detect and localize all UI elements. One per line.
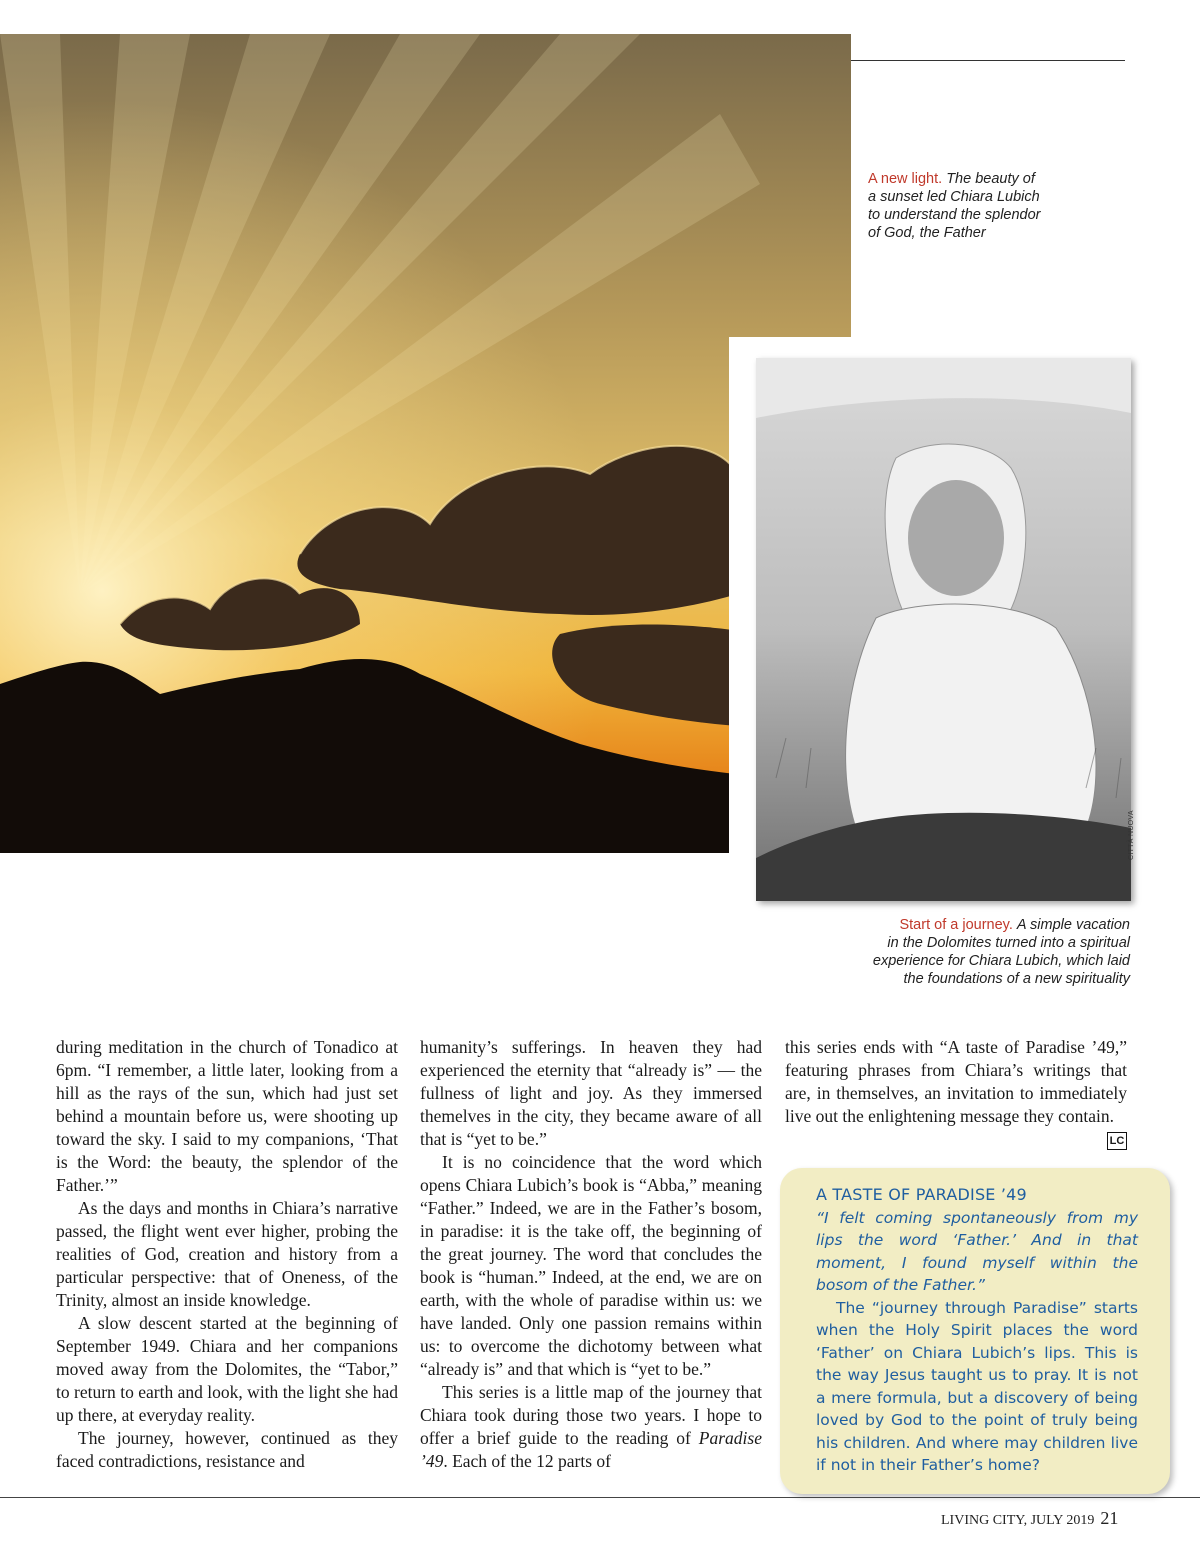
sunset-caption: [868, 170, 1108, 242]
article-paragraph: [420, 1381, 762, 1473]
article-text: this series ends with “A taste of Paradise ’49,” featuring phrases from Chiara’s writings that are, in themselves, an invitation to immediately live out the enlightening message they contain.: [785, 1037, 1127, 1126]
portrait-caption-line-4: the foundations of a new spirituality: [903, 971, 1130, 987]
article-paragraph: It is no coincidence that the word which opens Chiara Lubich’s book is “Abba,” meaning “Father.” Indeed, we are in the Father’s bosom, in paradise: it is the take off, the beginning of the great journey. The word that concludes the book is “human.” Indeed, at the end, we are on earth, with the whole of paradise within us: we have landed. Only one passion remains within us: to overcome the dichotomy between what “already is” and that which is “yet to be.”: [420, 1152, 762, 1379]
sunset-image: [0, 34, 851, 853]
article-text: . Each of the 12 parts of: [443, 1451, 611, 1471]
article-paragraph: during meditation in the church of Tonadico at 6pm. “I remember, a little later, looking from a hill as the rays of the sun, which had just set behind a mountain before us, were shooting up toward the sky. I said to my companions, ‘That is the Word: the beauty, the splendor of the Father.’”: [56, 1037, 398, 1195]
portrait-caption-line-1: A simple vacation: [1016, 917, 1130, 933]
sunset-caption-lead: A new light.: [868, 171, 943, 187]
portrait-photo: [756, 358, 1131, 901]
portrait-caption: [830, 916, 1130, 988]
publication-name: LIVING CITY, JULY 2019: [941, 1513, 1095, 1528]
sidebar-content: [816, 1184, 1138, 1477]
sunset-caption-line-1: The beauty of: [946, 171, 1035, 187]
article-text: This series is a little map of the journey that Chiara took during those two years. I hope to offer a brief guide to the reading of: [420, 1382, 762, 1448]
page-number: 21: [1100, 1508, 1119, 1528]
sidebar-quote: “I felt coming spontaneously from my lips the word ‘Father.’ And in that moment, I found myself within the bosom of the Father.”: [816, 1208, 1138, 1294]
portrait-caption-lead: Start of a journey.: [899, 917, 1013, 933]
sunset-caption-line-2: a sunset led Chiara Lubich: [868, 189, 1040, 205]
top-rule: [851, 60, 1125, 61]
portrait-caption-line-3: experience for Chiara Lubich, which laid: [872, 953, 1130, 969]
sidebar-box: [780, 1168, 1170, 1494]
article-paragraph: A slow descent started at the beginning of September 1949. Chiara and her companions moved away from the Dolomites, the “Tabor,” to return to earth and look, with the light she had up there, at everyday reality.: [56, 1313, 398, 1425]
page-footer: [941, 1508, 1118, 1529]
sidebar-title: A TASTE OF PARADISE ’49: [816, 1185, 1027, 1204]
article-paragraph: [785, 1036, 1127, 1147]
portrait-image: [756, 358, 1131, 901]
book-title: Paradise ’49: [420, 1428, 762, 1471]
article-column-2: [420, 1036, 762, 1473]
article-paragraph: As the days and months in Chiara’s narrative passed, the flight went ever higher, probing the realities of God, creation and history from a particular perspective: that of Oneness, of the Trinity, almost an inside knowledge.: [56, 1198, 398, 1310]
article-column-3: [785, 1036, 1127, 1150]
article-paragraph: The journey, however, continued as they faced contradictions, resistance and: [56, 1428, 398, 1471]
photo-credit: CITTÀ NUOVA: [1128, 810, 1135, 860]
sunset-caption-line-4: of God, the Father: [868, 225, 986, 241]
bottom-rule: [0, 1497, 1200, 1498]
portrait-caption-line-2: in the Dolomites turned into a spiritual: [887, 935, 1130, 951]
sidebar-body: The “journey through Paradise” starts when the Holy Spirit places the word ‘Father’ on Chiara Lubich’s lips. This is the way Jesus taught us to pray. It is not a mere formula, but a discovery of being loved by God to the point of truly being his children. And where may children live if not in their Father’s home?: [816, 1298, 1138, 1474]
end-mark-icon: LC: [1107, 1132, 1127, 1150]
article-column-1: [56, 1036, 398, 1473]
sunset-photo: [0, 34, 851, 853]
sunset-caption-line-3: to understand the splendor: [868, 207, 1041, 223]
article-paragraph: humanity’s sufferings. In heaven they had experienced the eternity that “already is” — the fullness of light and joy. As they immersed themelves in the city, they became aware of all that is “yet to be.”: [420, 1037, 762, 1149]
